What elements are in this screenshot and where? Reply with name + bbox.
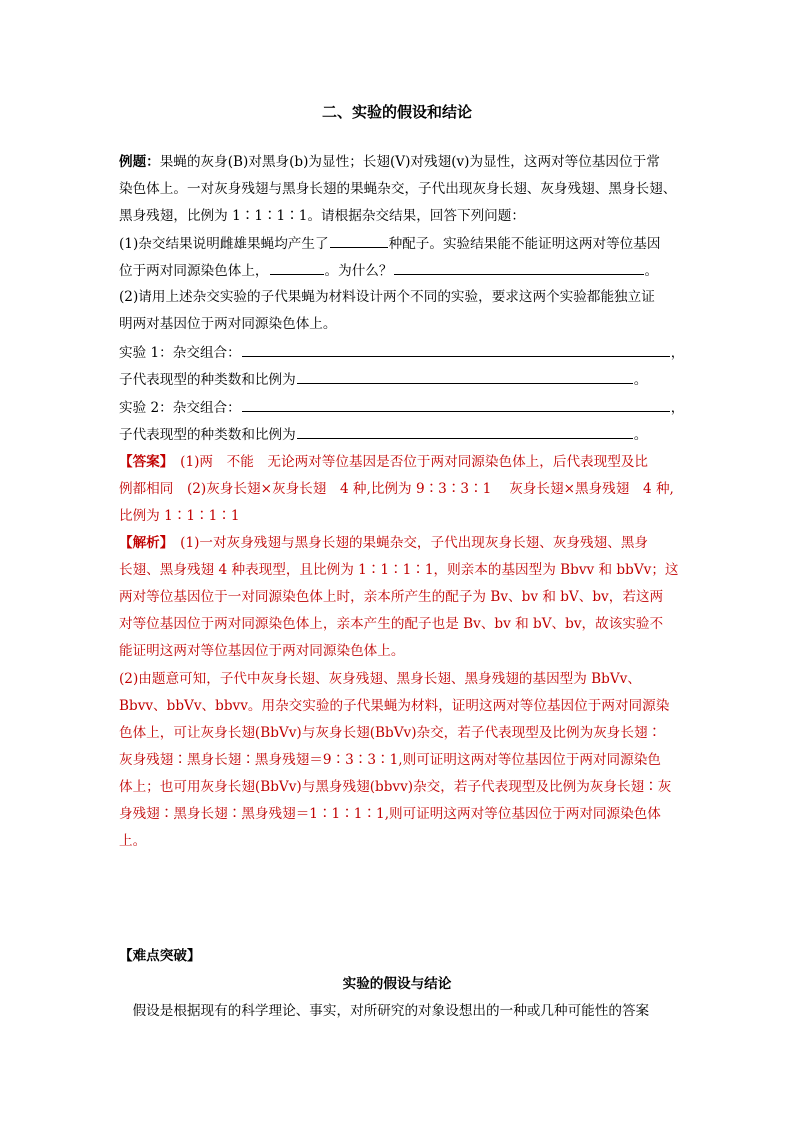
analysis-line-4: 对等位基因位于两对同源染色体上，亲本产生的配子也是 Bv、bv 和 bV、bv，故该实验不 [119, 616, 664, 632]
answer-blank-2[interactable] [270, 259, 324, 275]
answer-line-2: 例都相同 (2)灰身长翅×灰身长翅 4 种,比例为 9∶3∶3∶1 灰身长翅×黑身残翅 4 种, [119, 481, 674, 497]
difficulty-title: 实验的假设与结论 [342, 976, 452, 992]
example-line-1: 例题：果蝇的灰身(B)对黑身(b)为显性；长翅(V)对残翅(v)为显性，这两对等位基因位于常 [119, 154, 660, 170]
answer-blank-7[interactable] [297, 423, 633, 439]
experiment-1-line: 实验 1：杂交组合： ， [119, 341, 679, 364]
analysis-line-2: 长翅、黑身残翅 4 种表现型，且比例为 1∶1∶1∶1，则亲本的基因型为 Bbvv 和 bbVv；这 [119, 562, 679, 578]
experiment-2-line: 实验 2：杂交组合： ， [119, 396, 679, 419]
analysis-line-11: 身残翅∶黑身长翅∶黑身残翅＝1∶1∶1∶1,则可证明这两对等位基因位于两对同源染色体 [119, 806, 661, 822]
answer-line-3: 比例为 1∶1∶1∶1 [119, 508, 240, 524]
difficulty-line-1: 假设是根据现有的科学理论、事实，对所研究的对象设想出的一种或几种可能性的答案 [119, 1003, 650, 1019]
answer-blank-3[interactable] [394, 259, 644, 275]
question-2-line-1: (2)请用上述杂交实验的子代果蝇为材料设计两个不同的实验，要求这两个实验都能独立证 [119, 289, 655, 305]
analysis-line-7: Bbvv、bbVv、bbvv。用杂交实验的子代果蝇为材料，证明这两对等位基因位于两对同源染 [119, 698, 670, 714]
analysis-line-10: 体上；也可用灰身长翅(BbVv)与黑身残翅(bbvv)杂交，若子代表现型及比例为灰身长翅∶灰 [119, 779, 672, 795]
example-label: 例题： [119, 154, 160, 170]
question-2-line-2: 明两对基因位于两对同源染色体上。 [119, 316, 337, 332]
experiment-2-result: 子代表现型的种类数和比例为 。 [119, 423, 679, 446]
analysis-line-6: (2)由题意可知，子代中灰身长翅、灰身残翅、黑身长翅、黑身残翅的基因型为 BbVv、 [119, 671, 641, 687]
example-line-2: 染色体上。一对灰身残翅与黑身长翅的果蝇杂交，子代出现灰身长翅、灰身残翅、黑身长翅、 [119, 181, 677, 197]
question-1-line-2: 位于两对同源染色体上， 。为什么？ 。 [119, 259, 679, 282]
answer-label: 【答案】 [119, 454, 167, 470]
section-title: 二、实验的假设和结论 [321, 103, 472, 121]
answer-blank-5[interactable] [297, 368, 633, 384]
answer-blank-4[interactable] [242, 341, 670, 357]
experiment-1-result: 子代表现型的种类数和比例为 。 [119, 368, 679, 391]
answer-blank-1[interactable] [330, 232, 388, 248]
example-line-3: 黑身残翅，比例为 1∶1∶1∶1。请根据杂交结果，回答下列问题： [119, 208, 525, 224]
analysis-line-1: 【解析】 (1)一对灰身残翅与黑身长翅的果蝇杂交，子代出现灰身长翅、灰身残翅、黑身 [119, 535, 649, 551]
analysis-line-5: 能证明这两对等位基因位于两对同源染色体上。 [119, 643, 405, 659]
answer-blank-6[interactable] [242, 396, 670, 412]
analysis-line-12: 上。 [119, 833, 147, 849]
question-1-line-1: (1)杂交结果说明雌雄果蝇均产生了 种配子。实验结果能不能证明这两对等位基因 [119, 232, 679, 255]
analysis-line-8: 色体上，可让灰身长翅(BbVv)与灰身长翅(BbVv)杂交，若子代表现型及比例为灰身长翅∶ [119, 725, 662, 741]
analysis-label: 【解析】 [119, 535, 167, 551]
answer-line-1: 【答案】 (1)两 不能 无论两对等位基因是否位于两对同源染色体上，后代表现型及比 [119, 454, 649, 470]
analysis-line-3: 两对等位基因位于一对同源染色体上时，亲本所产生的配子为 Bv、bv 和 bV、bv，若这两 [119, 589, 664, 605]
difficulty-label: 【难点突破】 [119, 948, 201, 964]
analysis-line-9: 灰身残翅∶黑身长翅∶黑身残翅＝9∶3∶3∶1,则可证明这两对等位基因位于两对同源染色 [119, 752, 661, 768]
